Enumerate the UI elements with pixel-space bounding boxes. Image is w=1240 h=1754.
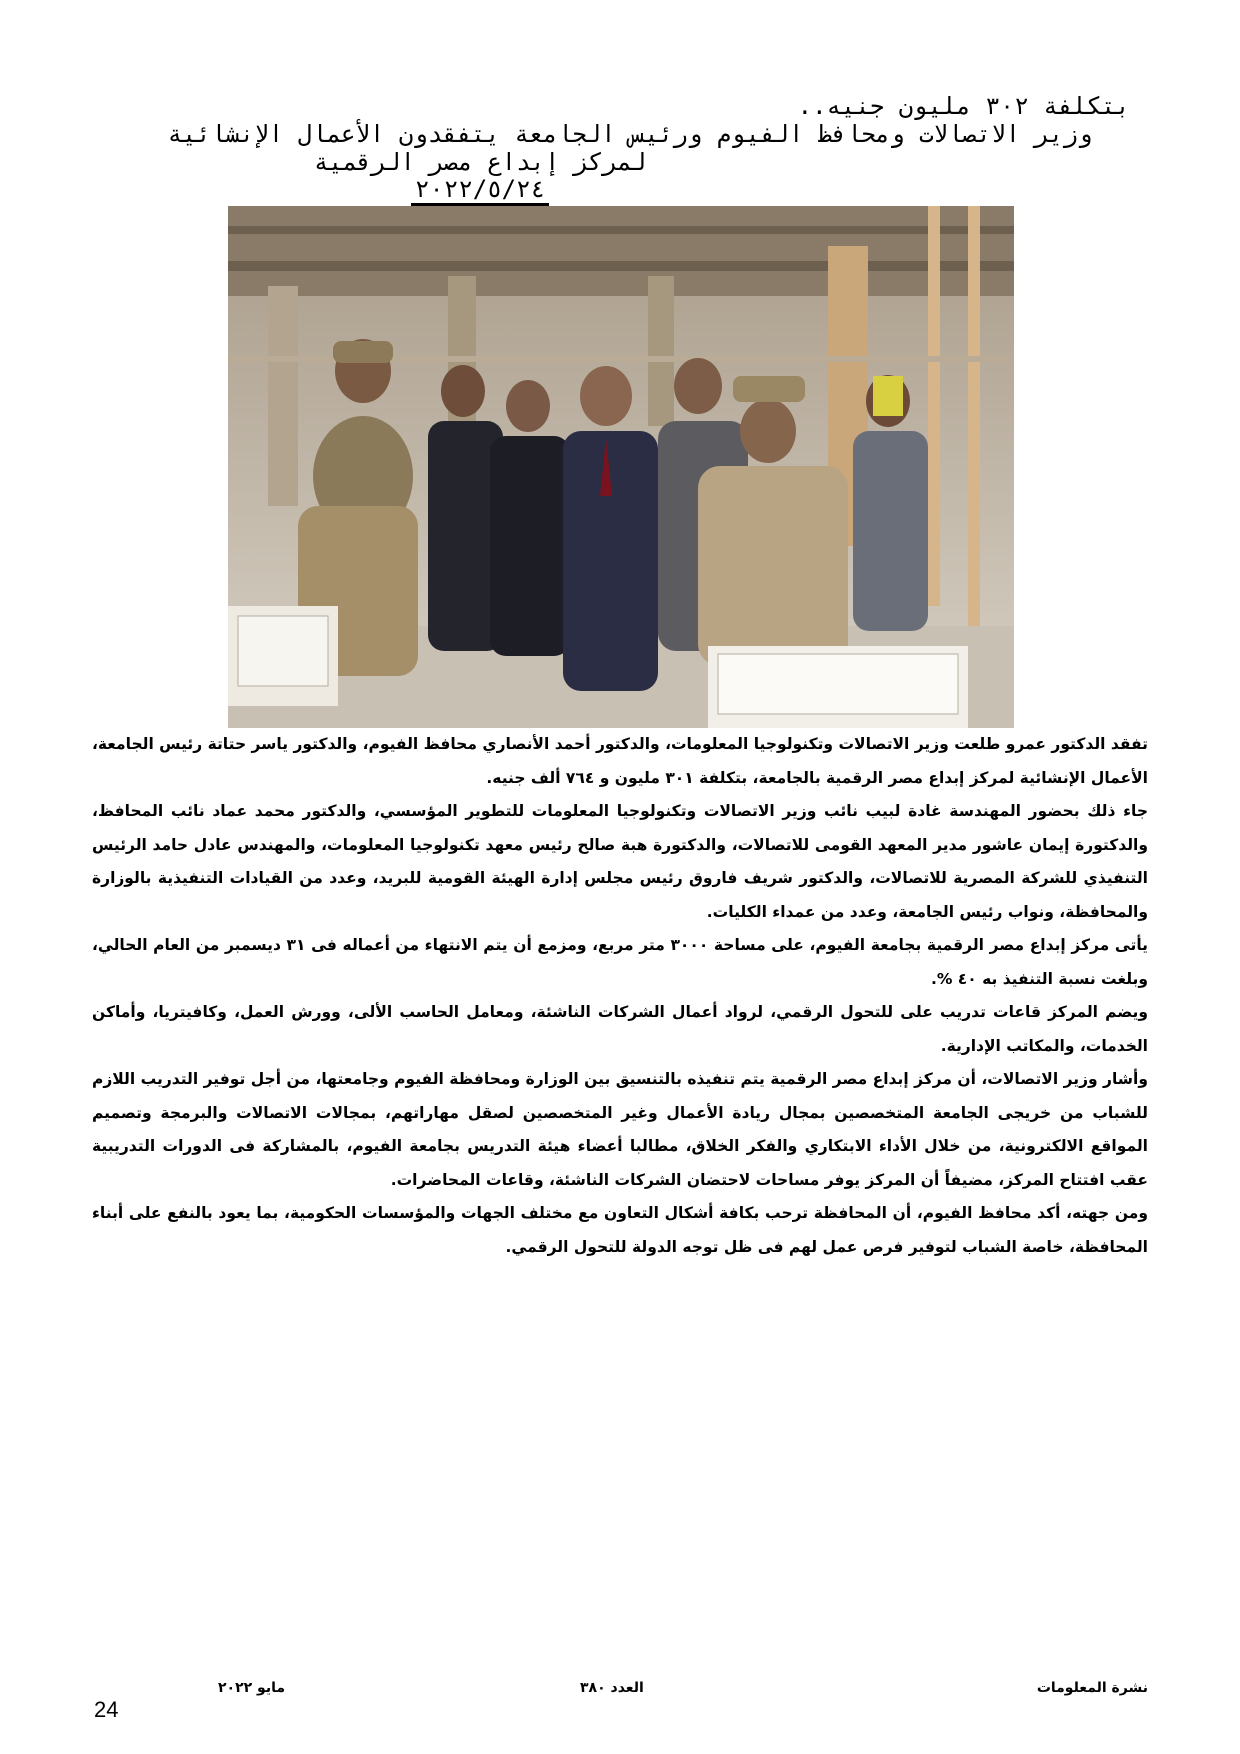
headline-sub: لمركز إبداع مصر الرقمية [313,148,647,176]
page-number: 24 [94,1697,119,1722]
paragraph-4: ويضم المركز قاعات تدريب على للتحول الرقمي، لرواد أعمال الشركات الناشئة، ومعامل الحاسب الألى، وورش العمل، وكافيتريا، وأماكن الخدمات، والمكاتب الإدارية. [92,1003,1148,1055]
page-footer [0,1680,1240,1704]
publication-name: نشرة المعلومات [1036,1680,1148,1696]
paragraph-5: وأشار وزير الاتصالات، أن مركز إبداع مصر الرقمية يتم تنفيذه بالتنسيق بين الوزارة ومحافظة الفيوم وجامعتها، من أجل توفير التدريب اللازم للشباب من خريجى الجامعة المتخصصين بمجال ريادة الأعمال وغير المتخصصين لصقل مهاراتهم، بمجالات الاتصالات والبرمجة وتصميم المواقع الالكترونية، من خلال الأداء الابتكاري والفكر الخلاق، مطالبا أعضاء هيئة التدريس بجامعة الفيوم، بالمشاركة فى الدورات التدريبية عقب افتتاح المركز، مضيفاً أن المركز يوفر مساحات لاحتضان الشركات الناشئة، وقاعات المحاضرات. [92,1070,1148,1189]
paragraph-2: جاء ذلك بحضور المهندسة غادة لبيب نائب وزير الاتصالات وتكنولوجيا المعلومات للتطوير المؤسسي، والدكتور محمد عماد نائب المحافظ، والدكتورة إيمان عاشور مدير المعهد القومى للاتصالات، والدكتورة هبة صالح رئيس معهد تكنولوجيا المعلومات، والمهندس عادل حامد الرئيس التنفيذي للشركة المصرية للاتصالات، والدكتور شريف فاروق رئيس مجلس إدارة الهيئة القومية للبريد، وعدد من القيادات التنفيذية بالوزارة والمحافظة، ونواب رئيس الجامعة، وعدد من عمداء الكليات. [92,802,1148,921]
construction-site-image [228,206,1014,728]
article-photo [228,206,1014,728]
headline-cost: بتكلفة ٣٠٢ مليون جنيه.. [797,92,1130,120]
article-header [130,92,1130,202]
issue-date: مايو ٢٠٢٢ [218,1680,286,1696]
paragraph-3: يأتى مركز إبداع مصر الرقمية بجامعة الفيوم، على مساحة ٣٠٠٠ متر مربع، ومزمع أن يتم الانتهاء من أعماله فى ٣١ ديسمبر من العام الحالي، وبلغت نسبة التنفيذ به ٤٠ %. [92,936,1149,988]
issue-number: العدد ٣٨٠ [580,1680,644,1696]
article-body [92,728,1148,1264]
headline-date: ٢٠٢٢/٥/٢٤ [130,176,830,202]
paragraph-6: ومن جهته، أكد محافظ الفيوم، أن المحافظة ترحب بكافة أشكال التعاون مع مختلف الجهات والمؤسسات الحكومية، بما يعود بالنفع على أبناء المحافظة، خاصة الشباب لتوفير فرص عمل لهم فى ظل توجه الدولة للتحول الرقمي. [92,1204,1148,1256]
paragraph-1: تفقد الدكتور عمرو طلعت وزير الاتصالات وتكنولوجيا المعلومات، والدكتور أحمد الأنصاري محافظ الفيوم، والدكتور ياسر حتاتة رئيس الجامعة، الأعمال الإنشائية لمركز إبداع مصر الرقمية بالجامعة، بتكلفة ٣٠١ مليون و ٧٦٤ ألف جنيه. [92,735,1148,787]
headline-main: وزير الاتصالات ومحافظ الفيوم ورئيس الجامعة يتفقدون الأعمال الإنشائية [167,120,1093,148]
